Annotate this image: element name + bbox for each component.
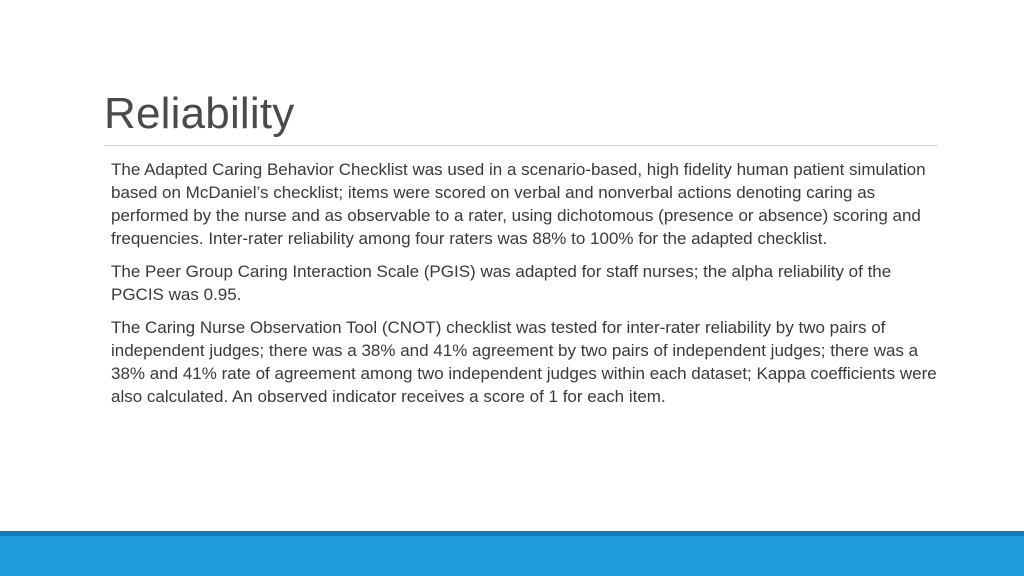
paragraph-pgcis: The Peer Group Caring Interaction Scale (PGIS) was adapted for staff nurses; the alpha reliability of the PGCIS was 0.95. bbox=[111, 262, 892, 304]
slide-title: Reliability bbox=[104, 89, 295, 138]
footer-accent-stripe bbox=[0, 531, 1024, 536]
paragraph-cnot: The Caring Nurse Observation Tool (CNOT) checklist was tested for inter-rater reliability by two pairs of independent judges; there was a 38% and 41% agreement by two pairs of independent judges; there was a 38% and 41% rate of agreement among two independent judges within each dataset; Kappa coefficients were also calculated. An observed indicator receives a score of 1 for each item. bbox=[111, 318, 937, 406]
title-divider bbox=[104, 145, 938, 146]
footer-bar bbox=[0, 531, 1024, 576]
paragraph-acbc: The Adapted Caring Behavior Checklist was used in a scenario-based, high fidelity human patient simulation based on McDaniel’s checklist; items were scored on verbal and nonverbal actions denoting caring as performed by the nurse and as observable to a rater, using dichotomous (presence or absence) scoring and frequencies. Inter-rater reliability among four raters was 88% to 100% for the adapted checklist. bbox=[111, 160, 926, 248]
slide-body bbox=[111, 158, 941, 418]
